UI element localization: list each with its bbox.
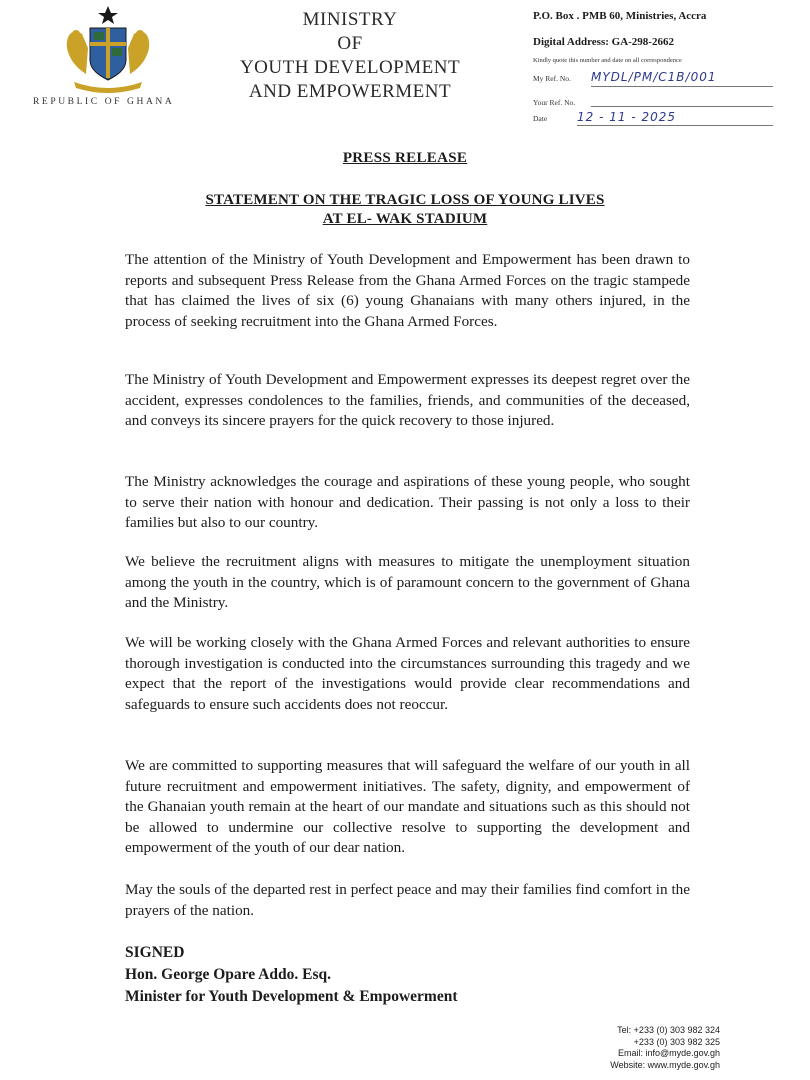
ministry-line: OF (337, 33, 363, 54)
body-paragraph: The Ministry of Youth Development and Empowerment expresses its deepest regret over the accident, expresses condolences to the families, friends, and communities of the deceased, and conveys its sincere prayers for the quick recovery to those injured. (125, 371, 690, 429)
signatory-name: Hon. George Opare Addo. Esq. (125, 966, 331, 983)
ministry-line: AND EMPOWERMENT (248, 81, 452, 102)
body-paragraph: The Ministry acknowledges the courage and aspirations of these young people, who sought to serve their nation with honour and dedication. Their passing is not only a loss to their families but also to our country. (125, 473, 690, 531)
body-paragraph: The attention of the Ministry of Youth Development and Empowerment has been drawn to reports and subsequent Press Release from the Ghana Armed Forces on the tragic stampede that has claimed the lives of six (6) young Ghanaians with many others injured, in the process of seeking recruitment into the Ghana Armed Forces. (125, 251, 690, 330)
body-paragraph: We believe the recruitment aligns with measures to mitigate the unemployment situation among the youth in the country, which is of paramount concern to the government of Ghana and the Ministry. (125, 553, 690, 611)
telephone-2: +233 (0) 303 982 325 (633, 1036, 720, 1047)
postal-address: P.O. Box . PMB 60, Ministries, Accra (533, 10, 707, 22)
your-ref-row (533, 94, 591, 108)
my-ref-rule (591, 86, 773, 87)
signatory-title: Minister for Youth Development & Empowerment (125, 988, 458, 1005)
ministry-line: YOUTH DEVELOPMENT (239, 57, 461, 78)
ministry-name (215, 8, 485, 104)
website: Website: www.myde.gov.gh (610, 1059, 720, 1070)
date-value: 12 - 11 - 2025 (577, 110, 676, 124)
my-ref-label: My Ref. No. (533, 74, 571, 83)
quote-note: Kindly quote this number and date on all correspondence (533, 57, 682, 64)
date-rule (577, 125, 773, 126)
body-paragraph: May the souls of the departed rest in perfect peace and may their families find comfort in the prayers of the nation. (125, 881, 690, 919)
republic-label: REPUBLIC OF GHANA (33, 97, 175, 107)
statement-title-line: STATEMENT ON THE TRAGIC LOSS OF YOUNG LIVES (205, 192, 605, 208)
date-label: Date (533, 114, 548, 123)
email: Email: info@myde.gov.gh (617, 1048, 720, 1058)
statement-title (0, 191, 810, 229)
body-paragraph: We are committed to supporting measures that will safeguard the welfare of our youth in all future recruitment and empowerment initiatives. The safety, dignity, and empowerment of the Ghanaian youth remain at the heart of our mandate and situations such as this should not be allowed to undermine our collective resolve to supporting the development and empowerment of the youth of our dear nation. (125, 757, 690, 856)
contact-block (570, 1025, 720, 1071)
telephone-1: Tel: +233 (0) 303 982 324 (617, 1025, 720, 1035)
your-ref-rule (591, 106, 773, 107)
date-row (533, 110, 676, 124)
press-release-heading: PRESS RELEASE (342, 150, 468, 166)
digital-address: Digital Address: GA-298-2662 (533, 36, 674, 48)
signed-label: SIGNED (125, 944, 185, 961)
my-ref-row (533, 70, 716, 84)
statement-title-line: AT EL- WAK STADIUM (322, 211, 488, 227)
ministry-line: MINISTRY (302, 9, 398, 30)
your-ref-label: Your Ref. No. (533, 98, 576, 107)
body-paragraph: We will be working closely with the Ghana Armed Forces and relevant authorities to ensure thorough investigation is conducted into the circumstances surrounding this tragedy and we expect that the report of the investigations would provide clear recommendations and safeguards to ensure such accidents does not reoccur. (125, 634, 690, 713)
ghana-coat-of-arms-icon (52, 4, 164, 94)
my-ref-value: MYDL/PM/C1B/001 (591, 70, 717, 84)
